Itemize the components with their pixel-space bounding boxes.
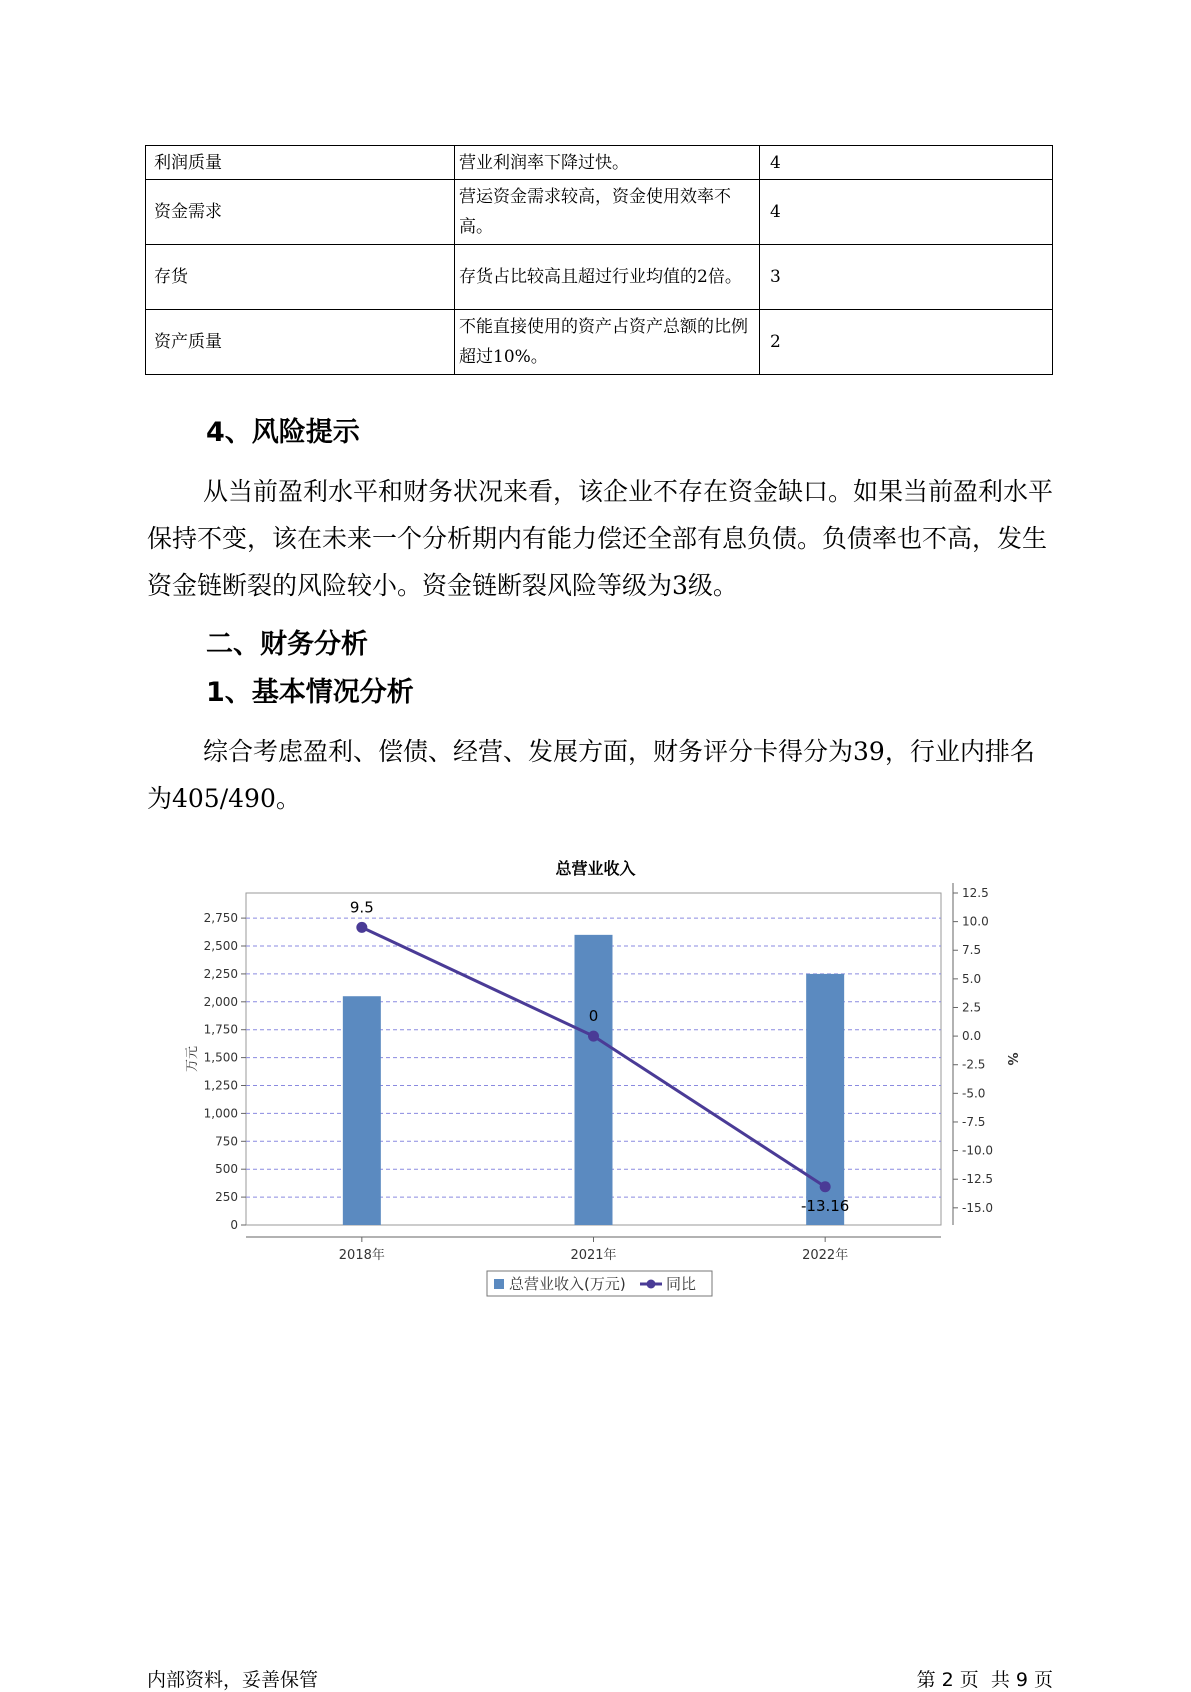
table-cell-score: 4 — [760, 180, 1053, 245]
y-tick-label: 1,750 — [203, 1022, 238, 1037]
risk-paragraph: 从当前盈利水平和财务状况来看，该企业不存在资金缺口。如果当前盈利水平保持不变，该在未来一个分析期内有能力偿还全部有息负债。负债率也不高，发生资金链断裂的风险较小。资金链断裂风险等级为3级。 — [147, 477, 1054, 600]
table-cell-score: 3 — [760, 245, 1053, 310]
y-tick-label: 2,750 — [203, 911, 238, 926]
table-cell-desc: 存货占比较高且超过行业均值的2倍。 — [455, 245, 760, 310]
basic-analysis-paragraph: 综合考虑盈利、偿债、经营、发展方面，财务评分卡得分为39，行业内排名为405/490。 — [147, 737, 1035, 813]
x-tick-label: 2018年 — [338, 1248, 385, 1263]
line-point — [588, 1031, 599, 1042]
y-tick-label: 500 — [215, 1162, 238, 1177]
y-right-tick-label: -5.0 — [962, 1086, 986, 1101]
data-label: 9.5 — [349, 898, 374, 917]
footer-page-number: 第 2 页 共 9 页 — [916, 1669, 1053, 1691]
x-tick-label: 2021年 — [570, 1248, 617, 1263]
y-tick-label: 1,000 — [203, 1106, 238, 1121]
y-tick-label: 250 — [215, 1190, 238, 1205]
table-cell-desc: 不能直接使用的资产占资产总额的比例超过10%。 — [455, 310, 760, 375]
y-right-tick-label: -2.5 — [962, 1057, 986, 1072]
y-tick-label: 1,250 — [203, 1078, 238, 1093]
y-right-tick-label: 10.0 — [962, 914, 989, 929]
y-right-tick-label: -7.5 — [962, 1114, 986, 1129]
y-tick-label: 2,000 — [203, 994, 238, 1009]
footer-confidential: 内部资料，妥善保管 — [147, 1669, 319, 1691]
financial-analysis-heading: 二、财务分析 — [206, 629, 368, 660]
basic-analysis-heading: 1、基本情况分析 — [206, 677, 414, 708]
y-right-tick-label: 7.5 — [962, 943, 982, 958]
bar — [575, 935, 613, 1225]
legend-label-bar: 总营业收入(万元) — [509, 1275, 626, 1293]
y-right-tick-label: 12.5 — [962, 886, 989, 900]
x-tick-label: 2022年 — [802, 1248, 849, 1263]
y-tick-label: 750 — [215, 1134, 238, 1149]
table-cell-item: 资金需求 — [146, 180, 455, 245]
table-cell-desc: 营业利润率下降过快。 — [455, 146, 760, 180]
y-tick-label: 2,500 — [203, 939, 238, 954]
data-label: -13.16 — [800, 1196, 850, 1215]
table-cell-item: 存货 — [146, 245, 455, 310]
y-tick-label: 0 — [230, 1218, 238, 1232]
table-cell-score: 2 — [760, 310, 1053, 375]
table-cell-score: 4 — [760, 146, 1053, 180]
line-point — [820, 1181, 831, 1192]
y-right-tick-label: 2.5 — [962, 1000, 982, 1015]
y-right-axis-label: % — [1004, 1052, 1019, 1066]
table-cell-item: 利润质量 — [146, 146, 455, 180]
table-cell-desc: 营运资金需求较高，资金使用效率不高。 — [455, 180, 760, 245]
y-right-tick-label: 0.0 — [962, 1029, 982, 1044]
y-tick-label: 2,250 — [203, 966, 238, 981]
table-cell-item: 资产质量 — [146, 310, 455, 375]
y-right-tick-label: 5.0 — [962, 971, 982, 986]
legend-swatch-point — [647, 1280, 656, 1289]
y-right-tick-label: -15.0 — [962, 1200, 994, 1215]
risk-heading: 4、风险提示 — [206, 417, 360, 448]
y-right-tick-label: -10.0 — [962, 1143, 994, 1158]
line-point — [356, 922, 367, 933]
bar — [343, 996, 381, 1225]
data-label: 0 — [588, 1007, 599, 1026]
y-right-tick-label: -12.5 — [962, 1172, 994, 1187]
y-axis-label: 万元 — [185, 1045, 200, 1073]
chart-title: 总营业收入 — [555, 859, 636, 878]
y-tick-label: 1,500 — [203, 1050, 238, 1065]
legend-label-line: 同比 — [666, 1275, 697, 1293]
legend-swatch-bar — [494, 1279, 504, 1289]
